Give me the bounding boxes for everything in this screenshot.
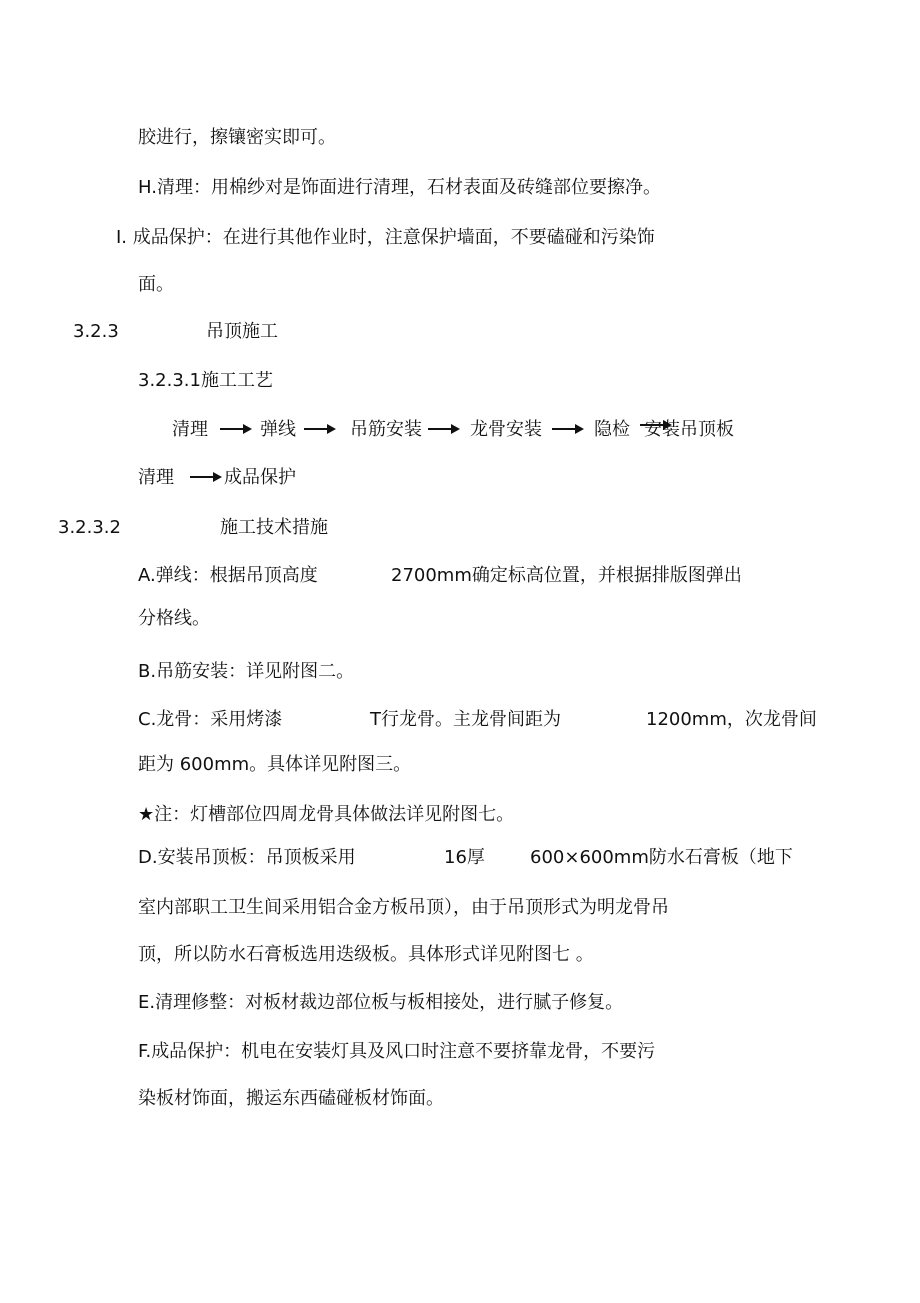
section-number: 3.2.3.2 [58,517,121,538]
item-label: D. [138,847,158,868]
spacing-value: 600mm [179,754,250,775]
item-a-cont: 分格线。 [138,608,210,629]
item-a [138,564,318,588]
item-text: 成品保护：机电在安装灯具及风口时注意不要挤靠龙骨，不要污 [151,1041,656,1062]
item-text: T [370,709,381,730]
item-text: 行龙骨。主龙骨间距为 [381,709,561,730]
item-label: B. [138,661,157,682]
flow-arrow-icon [304,428,334,430]
item-text: 安装吊顶板：吊顶板采用 [157,847,356,868]
flow-arrow-icon [220,428,250,430]
section-title: 吊顶施工 [206,321,278,342]
item-c-end [646,708,817,732]
item-text: 清理：用棉纱对是饰面进行清理，石材表面及砖缝部位要擦净。 [156,177,661,198]
height-value: 2700mm [391,565,472,586]
item-d-thickness [444,846,485,870]
flow-step: 安装吊顶板 [644,419,734,440]
item-text: 距为 [138,754,174,775]
flow-arrow-icon [552,428,582,430]
item-text: ，次龙骨间 [726,709,817,730]
flow-step: 龙骨安装 [470,419,542,440]
item-c-cont [138,753,411,777]
subsection-heading [138,369,273,393]
flow-step: 弹线 [260,419,296,440]
item-label: F. [138,1041,152,1062]
item-label: C. [138,709,157,730]
item-d [138,846,356,870]
thickness-value: 16 [444,847,467,868]
flow-step: 吊筋安装 [350,419,422,440]
item-text: 防水石膏板（地下 [648,847,793,868]
star-icon: ★ [138,804,155,825]
flow-step: 隐检 [594,419,630,440]
subsection-title: 施工工艺 [200,370,273,391]
item-d-cont: 顶，所以防水石膏板选用迭级板。具体形式详见附图七 。 [138,944,594,965]
item-label: E. [138,992,156,1013]
subsection-number: 3.2.3.1 [138,370,201,391]
item-d-size [530,846,793,870]
item-c [138,708,282,732]
paragraph-line: 胶进行，擦镶密实即可。 [138,127,336,148]
flow-step: 清理 [138,467,174,488]
item-b [138,660,354,684]
item-i [116,226,655,250]
spacing-value: 1200mm [646,709,727,730]
item-label: A. [138,565,156,586]
item-text: 厚 [466,847,485,868]
item-a-value [391,564,742,588]
item-text: 成品保护：在进行其他作业时，注意保护墙面，不要磕碰和污染饰 [132,227,655,248]
item-f [138,1040,655,1064]
note-text: 注：灯槽部位四周龙骨具体做法详见附图七。 [154,804,515,825]
item-e [138,991,623,1015]
item-text: 清理修整：对板材裁边部位板与板相接处，进行腻子修复。 [155,992,624,1013]
flow-arrow-icon [190,476,220,478]
flow-arrow-icon [428,428,458,430]
item-text: 龙骨：采用烤漆 [156,709,283,730]
size-value: 600×600mm [530,847,649,868]
item-i-cont: 面。 [138,274,174,295]
item-text: 吊筋安装：详见附图二。 [156,661,355,682]
item-d-cont: 室内部职工卫生间采用铝合金方板吊顶），由于吊顶形式为明龙骨吊 [138,897,669,918]
note [138,803,514,827]
item-h [138,176,661,200]
item-f-cont: 染板材饰面，搬运东西磕碰板材饰面。 [138,1088,444,1109]
item-c-mid [370,708,561,732]
item-text: 。具体详见附图三。 [249,754,412,775]
section-number: 3.2.3 [73,321,119,342]
item-text: 确定标高位置，并根据排版图弹出 [471,565,742,586]
item-text: 弹线：根据吊顶高度 [155,565,318,586]
item-label: I. [116,227,128,248]
flow-step: 清理 [172,419,208,440]
item-label: H. [138,177,157,198]
section-title: 施工技术措施 [220,517,328,538]
flow-step: 成品保护 [224,467,296,488]
